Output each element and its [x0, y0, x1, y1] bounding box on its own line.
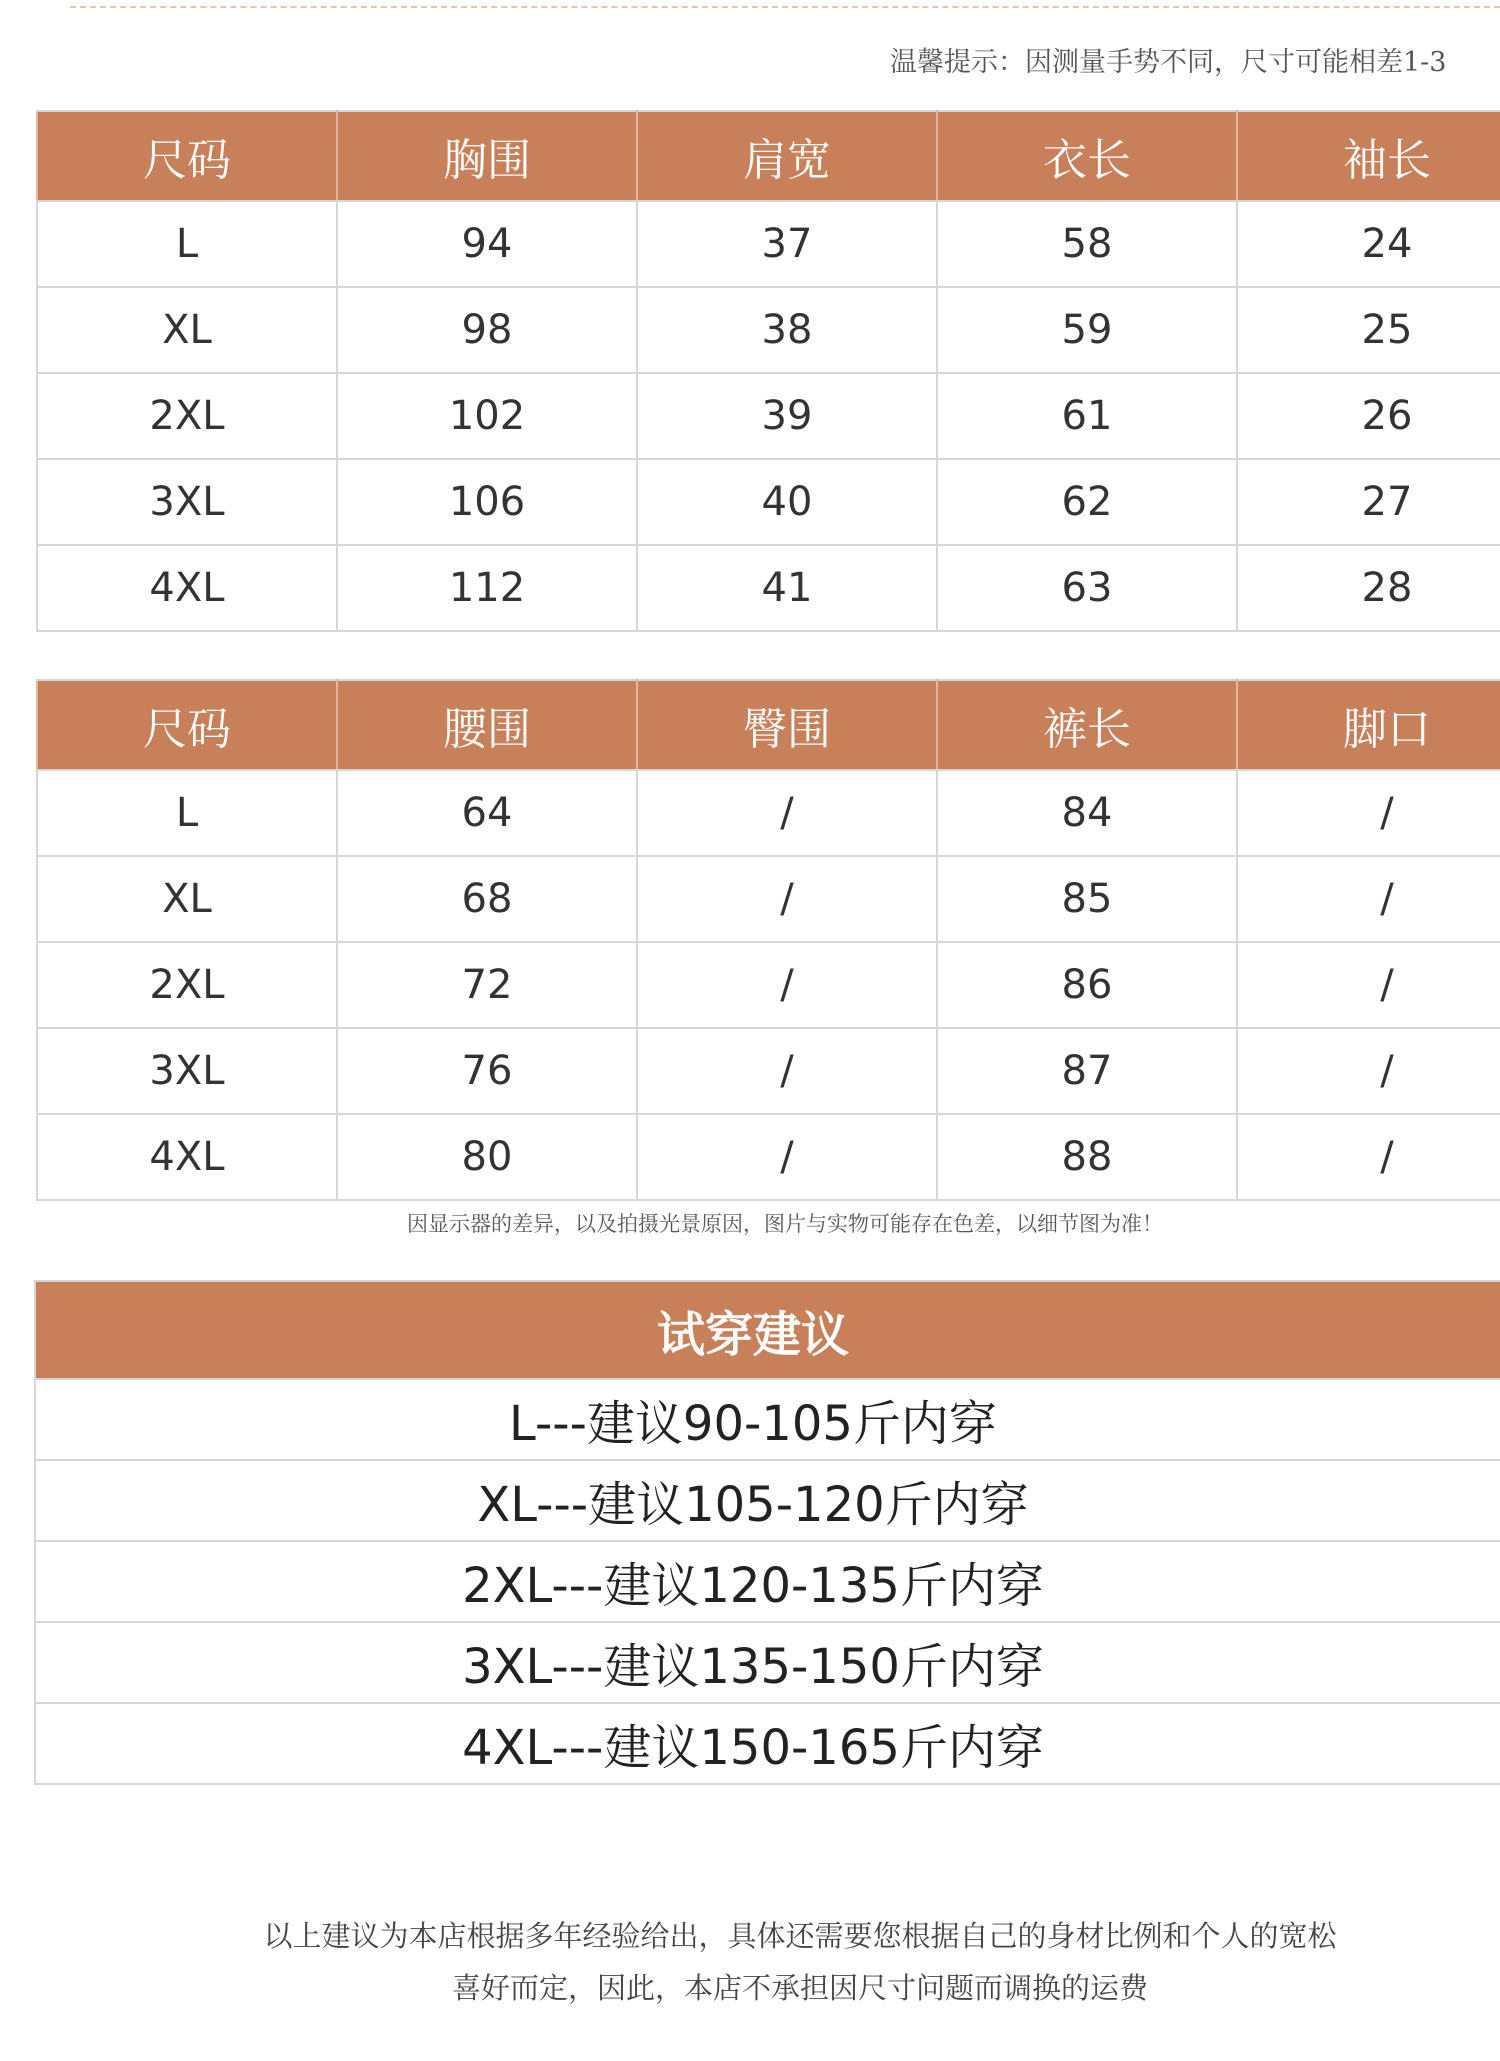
table-cell: 37	[637, 201, 937, 287]
table-cell: 25	[1237, 287, 1500, 373]
footer-disclaimer	[200, 1910, 1400, 2014]
advice-item: 3XL---建议135-150斤内穿	[36, 1621, 1500, 1702]
table-cell: 88	[937, 1114, 1237, 1200]
fit-advice-panel	[34, 1280, 1500, 1785]
measurement-tip: 温馨提示：因测量手势不同，尺寸可能相差1-3	[890, 47, 1447, 78]
table-cell: XL	[37, 287, 337, 373]
advice-item: 4XL---建议150-165斤内穿	[36, 1702, 1500, 1783]
table-cell: /	[637, 1028, 937, 1114]
dashed-divider	[70, 6, 1500, 8]
table-cell: 106	[337, 459, 637, 545]
table-row	[37, 1114, 1500, 1200]
table-cell: 76	[337, 1028, 637, 1114]
table-cell: 112	[337, 545, 637, 631]
table-row	[37, 856, 1500, 942]
table-cell: /	[637, 1114, 937, 1200]
header-length: 衣长	[937, 111, 1237, 201]
table-cell: 24	[1237, 201, 1500, 287]
table-cell: 85	[937, 856, 1237, 942]
table-row	[37, 201, 1500, 287]
header-shoulder: 肩宽	[637, 111, 937, 201]
table-cell: 3XL	[37, 1028, 337, 1114]
table-row	[37, 459, 1500, 545]
table-cell: 41	[637, 545, 937, 631]
table-row	[37, 373, 1500, 459]
table-cell: /	[1237, 856, 1500, 942]
footer-line: 以上建议为本店根据多年经验给出，具体还需要您根据自己的身材比例和个人的宽松	[263, 1919, 1337, 1953]
table-row	[37, 545, 1500, 631]
table-cell: 39	[637, 373, 937, 459]
table-cell: 4XL	[37, 1114, 337, 1200]
header-sleeve: 袖长	[1237, 111, 1500, 201]
advice-item: 2XL---建议120-135斤内穿	[36, 1540, 1500, 1621]
header-size: 尺码	[37, 680, 337, 770]
bottom-size-table	[36, 679, 1500, 1201]
bottom-table-header	[37, 680, 1500, 770]
table-cell: 58	[937, 201, 1237, 287]
table-cell: 4XL	[37, 545, 337, 631]
header-leg-opening: 脚口	[1237, 680, 1500, 770]
table-cell: 2XL	[37, 942, 337, 1028]
table-cell: 87	[937, 1028, 1237, 1114]
table-cell: 28	[1237, 545, 1500, 631]
footer-line: 喜好而定，因此，本店不承担因尺寸问题而调换的运费	[451, 1971, 1148, 2005]
header-chest: 胸围	[337, 111, 637, 201]
table-cell: 86	[937, 942, 1237, 1028]
table-cell: 64	[337, 770, 637, 856]
table-cell: 62	[937, 459, 1237, 545]
table-cell: 72	[337, 942, 637, 1028]
top-table-header	[37, 111, 1500, 201]
table-cell: 3XL	[37, 459, 337, 545]
table-cell: 68	[337, 856, 637, 942]
color-difference-note: 因显示器的差异，以及拍摄光景原因，图片与实物可能存在色差，以细节图为准！	[407, 1212, 1163, 1236]
table-cell: 94	[337, 201, 637, 287]
top-size-table	[36, 110, 1500, 632]
table-cell: 84	[937, 770, 1237, 856]
table-cell: /	[1237, 770, 1500, 856]
table-row	[37, 1028, 1500, 1114]
table-cell: 40	[637, 459, 937, 545]
table-cell: L	[37, 770, 337, 856]
table-cell: 38	[637, 287, 937, 373]
advice-item: XL---建议105-120斤内穿	[36, 1459, 1500, 1540]
table-cell: /	[637, 942, 937, 1028]
fit-advice-title: 试穿建议	[36, 1282, 1500, 1378]
table-row	[37, 287, 1500, 373]
table-cell: 63	[937, 545, 1237, 631]
table-cell: /	[1237, 1114, 1500, 1200]
table-cell: L	[37, 201, 337, 287]
table-cell: XL	[37, 856, 337, 942]
table-cell: 102	[337, 373, 637, 459]
table-cell: /	[637, 856, 937, 942]
advice-item: L---建议90-105斤内穿	[36, 1378, 1500, 1459]
table-cell: 98	[337, 287, 637, 373]
table-cell: 80	[337, 1114, 637, 1200]
table-cell: 2XL	[37, 373, 337, 459]
header-hip: 臀围	[637, 680, 937, 770]
header-size: 尺码	[37, 111, 337, 201]
table-row	[37, 942, 1500, 1028]
table-cell: /	[1237, 1028, 1500, 1114]
header-pants-length: 裤长	[937, 680, 1237, 770]
table-row	[37, 770, 1500, 856]
table-cell: 27	[1237, 459, 1500, 545]
table-cell: 61	[937, 373, 1237, 459]
header-waist: 腰围	[337, 680, 637, 770]
table-cell: /	[637, 770, 937, 856]
table-cell: /	[1237, 942, 1500, 1028]
table-cell: 59	[937, 287, 1237, 373]
table-cell: 26	[1237, 373, 1500, 459]
